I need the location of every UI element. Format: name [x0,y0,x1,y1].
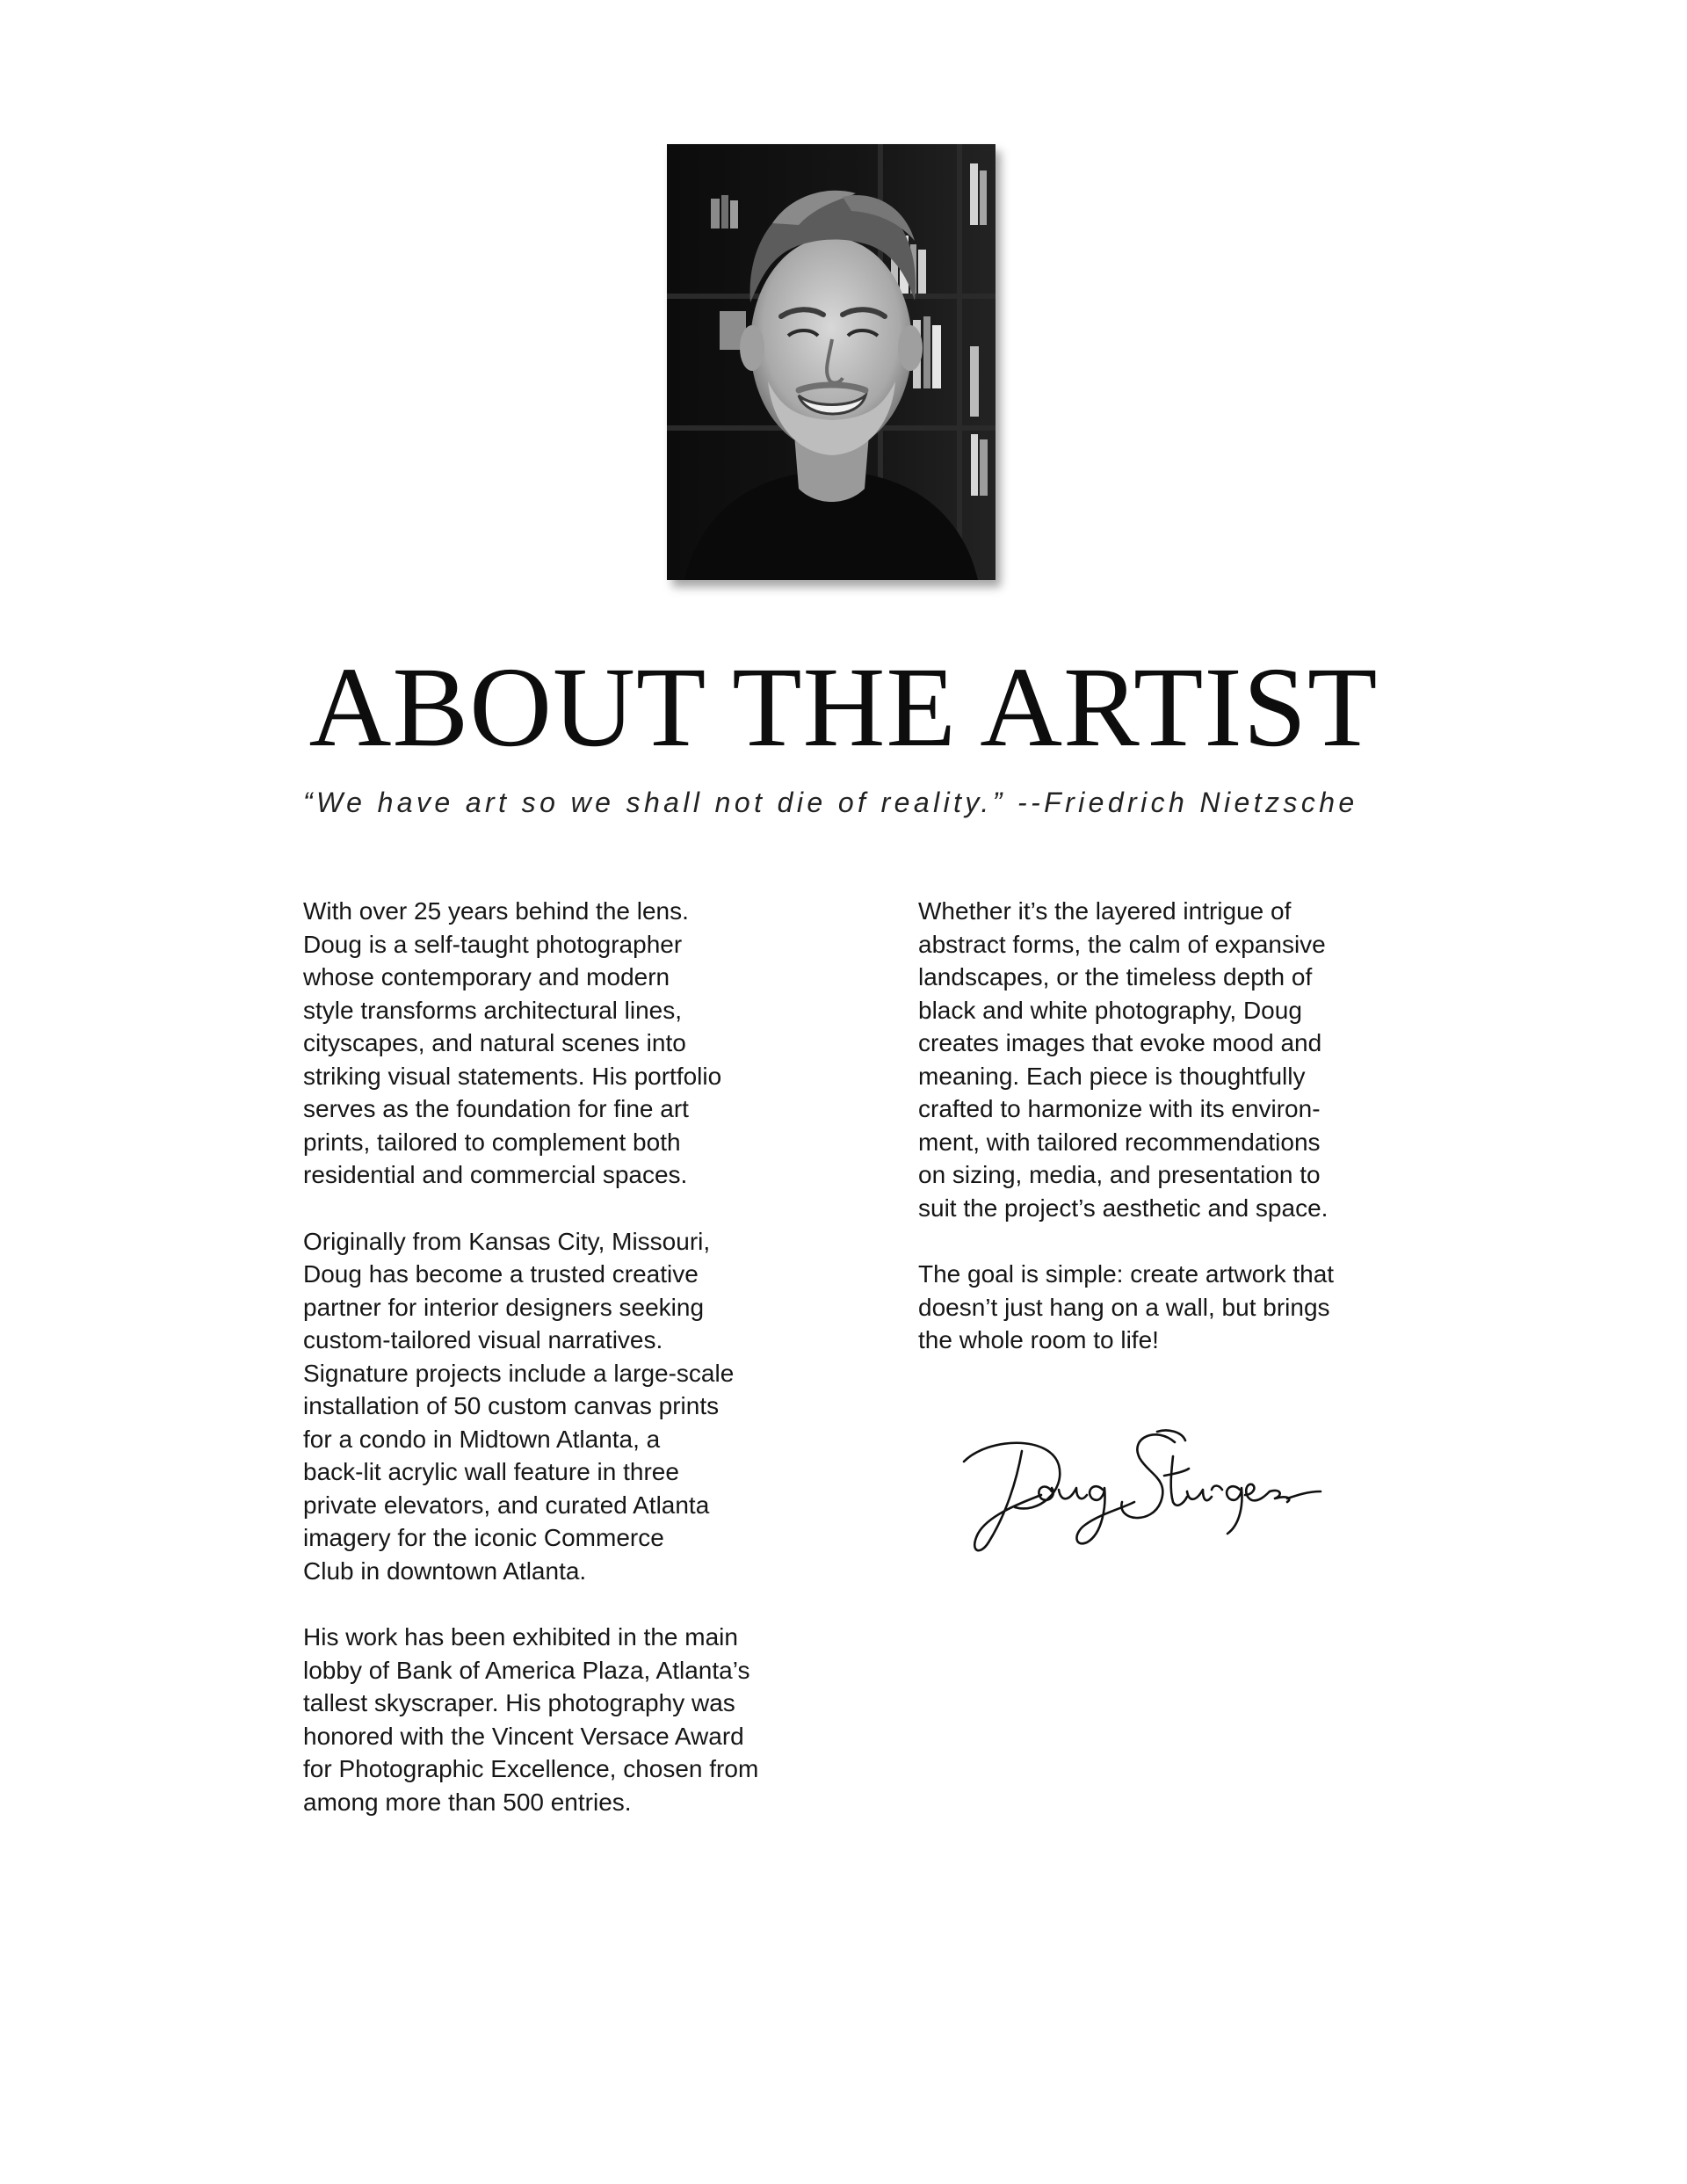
bio-line: serves as the foundation for fine art [303,1095,689,1122]
bio-line: among more than 500 entries. [303,1788,632,1816]
artist-signature [953,1411,1322,1560]
bio-column-left [303,895,795,1852]
bio-line: prints, tailored to complement both [303,1128,681,1156]
bio-line: abstract forms, the calm of expansive [918,930,1326,958]
nietzsche-quote: “We have art so we shall not die of reality.” --Friedrich Nietzsche [303,787,1358,818]
bio-line: The goal is simple: create artwork that [918,1260,1335,1288]
bio-line: striking visual statements. His portfolio [303,1062,722,1090]
bio-line: on sizing, media, and presentation to [918,1161,1321,1188]
bio-line: imagery for the iconic Commerce [303,1524,664,1551]
bio-paragraph [918,895,1410,1224]
bio-line: doesn’t just hang on a wall, but brings [918,1293,1330,1321]
bio-line: style transforms architectural lines, [303,996,683,1024]
bio-line: Doug has become a trusted creative [303,1260,699,1288]
bio-line: With over 25 years behind the lens. [303,897,689,925]
bio-line: tallest skyscraper. His photography was [303,1689,735,1716]
bio-line: the whole room to life! [918,1326,1159,1353]
bio-paragraph [303,895,795,1192]
bio-column-right [918,895,1410,1390]
bio-line: meaning. Each piece is thoughtfully [918,1062,1306,1090]
bio-line: cityscapes, and natural scenes into [303,1029,686,1056]
bio-line: ment, with tailored recommendations [918,1128,1321,1156]
bio-line: Signature projects include a large-scale [303,1359,735,1387]
bio-line: for a condo in Midtown Atlanta, a [303,1425,661,1453]
bio-line: Club in downtown Atlanta. [303,1556,587,1585]
bio-line: back-lit acrylic wall feature in three [303,1458,679,1485]
artist-portrait [667,144,996,580]
bio-line: landscapes, or the timeless depth of [918,963,1313,990]
bio-line: whose contemporary and modern [303,963,670,990]
bio-line: private elevators, and curated Atlanta [303,1491,710,1519]
bio-paragraph [918,1258,1410,1357]
bio-line: Originally from Kansas City, Missouri, [303,1227,711,1255]
bio-line: residential and commercial spaces. [303,1161,688,1188]
bio-line: lobby of Bank of America Plaza, Atlanta’s [303,1656,750,1684]
bio-line: Doug is a self-taught photographer [303,930,683,958]
bio-line: crafted to harmonize with its environ- [918,1095,1321,1122]
bio-line: black and white photography, Doug [918,996,1302,1024]
bio-line: honored with the Vincent Versace Award [303,1722,744,1750]
bio-line: creates images that evoke mood and [918,1029,1322,1056]
bio-line: Whether it’s the layered intrigue of [918,897,1292,925]
bio-line: His work has been exhibited in the main [303,1623,738,1651]
bio-line: partner for interior designers seeking [303,1293,705,1321]
bio-line: installation of 50 custom canvas prints [303,1392,720,1419]
bio-line: for Photographic Excellence, chosen from [303,1755,759,1782]
bio-paragraph [303,1621,795,1818]
bio-line: suit the project’s aesthetic and space. [918,1194,1329,1222]
bio-line: custom-tailored visual narratives. [303,1326,663,1353]
page-title: ABOUT THE ARTIST [308,644,1379,771]
bio-paragraph [303,1225,795,1588]
